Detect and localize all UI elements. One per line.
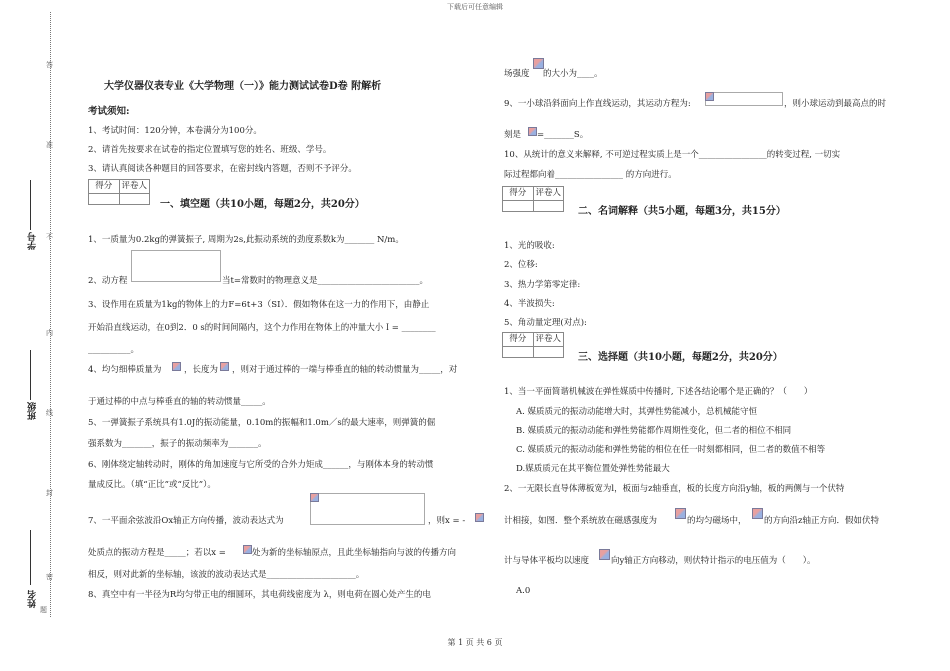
class-label: 班级 (28, 402, 38, 420)
term-item: 5、角动量定理(对点): (504, 318, 587, 328)
choice-question-2-cont: 计相接，如图．整个系统放在磁感强度为 (504, 516, 658, 526)
formula-icon (243, 545, 252, 554)
grader-cell[interactable] (533, 201, 564, 212)
formula-icon (172, 362, 181, 371)
choice-question-1: 1、当一平面简谐机械波在弹性媒质中传播时, 下述各结论哪个是正确的？（ ） (504, 387, 813, 397)
grader-col: 评卷人 (533, 333, 564, 346)
question-8: 8、真空中有一半径为R均匀带正电的细圆环，其电荷线密度为 λ，则电荷在圆心处产生的电 (88, 590, 431, 600)
name-line (30, 530, 31, 585)
choice-option: A. 媒质质元的振动动能增大时，其弹性势能减小，总机械能守恒 (516, 407, 758, 417)
grader-cell[interactable] (119, 194, 150, 205)
formula-icon (220, 362, 229, 371)
binding-dotted-line (50, 12, 51, 617)
choice-question-2-cont: 计与导体平板均以速度 (504, 556, 590, 566)
choice-option: C. 媒质质元的振动动能和弹性势能的相位在任一时刻都相同，但二者的数值不相等 (516, 445, 826, 455)
question-2-end: 当t=常数时的物理意义是________________________。 (222, 276, 429, 286)
question-7-part: 7、一平面余弦波沿Ox轴正方向传播，波动表达式为 (88, 516, 284, 526)
score-cell[interactable] (503, 347, 533, 358)
question-5-cont: 强系数为_______，振子的振动频率为_______。 (88, 439, 267, 449)
exam-title: 大学仪器仪表专业《大学物理（一）》能力测试试卷D卷 附解析 (104, 81, 382, 92)
formula-icon (752, 508, 763, 519)
formula-image (131, 250, 221, 282)
score-col: 得分 (509, 188, 527, 198)
formula-icon (705, 92, 714, 101)
choice-option: A.0 (516, 586, 531, 596)
score-box (88, 179, 150, 205)
section-choice-heading: 三、选择题（共10小题，每题2分，共20分） (578, 352, 783, 363)
score-col: 得分 (95, 181, 113, 191)
binding-char: 封 (46, 489, 53, 497)
question-6-cont: 量成反比。（填“正比”或“反比”）。 (88, 480, 216, 490)
notice-heading: 考试须知: (88, 106, 130, 117)
formula-image (705, 92, 783, 106)
term-item: 4、半波损失: (504, 299, 555, 309)
question-3-cont: 开始沿直线运动，在0到2．0 s的时间间隔内，这个力作用在物体上的冲量大小Ｉ= ________ (88, 323, 436, 333)
notice-item: 1、考试时间：120分钟，本卷满分为100分。 (88, 126, 262, 136)
section-fill-heading: 一、填空题（共10小题，每题2分，共20分） (160, 199, 365, 210)
formula-icon (310, 493, 319, 502)
question-4-part: 4、均匀细棒质量为 (88, 365, 162, 375)
question-8-cont: 的大小为____。 (543, 69, 603, 79)
question-1: 1、一质量为0.2kg的弹簧振子, 周期为2s,此振动系统的劲度系数k为_______ N/m。 (88, 235, 404, 245)
binding-char: 线 (46, 409, 53, 417)
question-3: 3、设作用在质量为1kg的物体上的力F=6t+3（SI）．假如物体在这一力的作用下，由静止 (88, 300, 430, 310)
term-item: 2、位移: (504, 260, 538, 270)
notice-item: 3、请认真阅读各种题目的回答要求，在密封线内答题，否则不予评分。 (88, 164, 357, 174)
question-7-part: ，则x = - (428, 516, 466, 526)
grader-col: 评卷人 (533, 187, 564, 200)
term-item: 3、热力学第零定律: (504, 280, 581, 290)
score-col: 得分 (509, 334, 527, 344)
class-line (30, 350, 31, 400)
question-4-part: ，长度为 (184, 365, 219, 375)
term-item: 1、光的吸收: (504, 241, 555, 251)
score-cell[interactable] (89, 194, 119, 205)
choice-question-2-cont: 的均匀磁场中， (687, 516, 747, 526)
choice-question-2: 2、一无限长直导体薄板宽为l，板面与z轴垂直，板的长度方向沿y轴，板的两侧与一个伏特 (504, 484, 845, 494)
formula-icon (528, 127, 537, 136)
question-7-cont: 处为新的坐标轴原点，且此坐标轴指向与波的传播方向 (252, 548, 457, 558)
question-4-part: ，则对于通过棒的一端与棒垂直的轴的转动惯量为_____，对 (232, 365, 458, 375)
formula-icon (675, 508, 686, 519)
choice-option: B. 媒质质元的振动动能和弹性势能都作周期性变化，但二者的相位不相同 (516, 426, 792, 436)
grader-col: 评卷人 (119, 180, 150, 193)
student-id-label: 学号 (28, 232, 38, 250)
binding-char: 准 (46, 141, 53, 149)
question-3-cont: __________。 (88, 345, 140, 355)
question-10-cont: 际过程都向着________________ 的方向进行。 (504, 170, 677, 180)
question-8-cont: 场强度 (504, 69, 530, 79)
formula-icon (475, 513, 484, 522)
choice-question-2-cont: 向y轴正方向移动，则伏特计指示的电压值为（ ）。 (611, 556, 816, 566)
question-9-cont: 刻是 (504, 130, 522, 140)
page-footer: 第 1 页 共 6 页 (447, 638, 503, 647)
score-box (502, 186, 564, 212)
score-box (502, 332, 564, 358)
binding-char: 不 (46, 233, 53, 241)
formula-icon (599, 549, 610, 560)
binding-char: 密 (46, 573, 53, 581)
question-4-cont: 于通过棒的中点与棒垂直的轴的转动惯量_____。 (88, 397, 271, 407)
section-terms-heading: 二、名词解释（共5小题，每题3分，共15分） (578, 206, 786, 217)
choice-question-2-cont: 的方向沿z轴正方向．假如伏特 (764, 516, 879, 526)
binding-char: 答 (46, 61, 53, 69)
question-5: 5、一弹簧振子系统具有1.0J的振动能量，0.10m的振幅和1.0m／s的最大速率，则弹簧的倔 (88, 418, 436, 428)
binding-char: 题 (40, 606, 47, 614)
grader-cell[interactable] (533, 347, 564, 358)
question-7-cont: 处质点的振动方程是_____；若以x = (88, 548, 226, 558)
header-note: 下载后可任意编辑 (447, 3, 503, 11)
notice-item: 2、请首先按要求在试卷的指定位置填写您的姓名、班级、学号。 (88, 145, 332, 155)
choice-option: D.媒质质元在其平衡位置处弹性势能最大 (516, 464, 670, 474)
question-9-part: ，则小球运动到最高点的时 (784, 99, 887, 109)
question-10: 10、从统计的意义来解释, 不可逆过程实质上是一个________________的转变过程, 一切实 (504, 150, 841, 160)
question-9: 9、一小球沿斜面向上作直线运动，其运动方程为: (504, 99, 691, 109)
question-6: 6、刚体绕定轴转动时，刚体的角加速度与它所受的合外力矩成______，与刚体本身的转动惯 (88, 460, 434, 470)
question-7-cont: 相反，则对此新的坐标轴，该波的波动表达式是_____________________。 (88, 570, 365, 580)
binding-char: 内 (46, 329, 53, 337)
formula-image (310, 493, 425, 525)
name-label: 姓名 (28, 590, 38, 608)
student-id-line (30, 180, 31, 230)
score-cell[interactable] (503, 201, 533, 212)
question-9-cont: =_______S。 (537, 130, 589, 140)
question-2-start: 2、动方程 (88, 276, 128, 286)
